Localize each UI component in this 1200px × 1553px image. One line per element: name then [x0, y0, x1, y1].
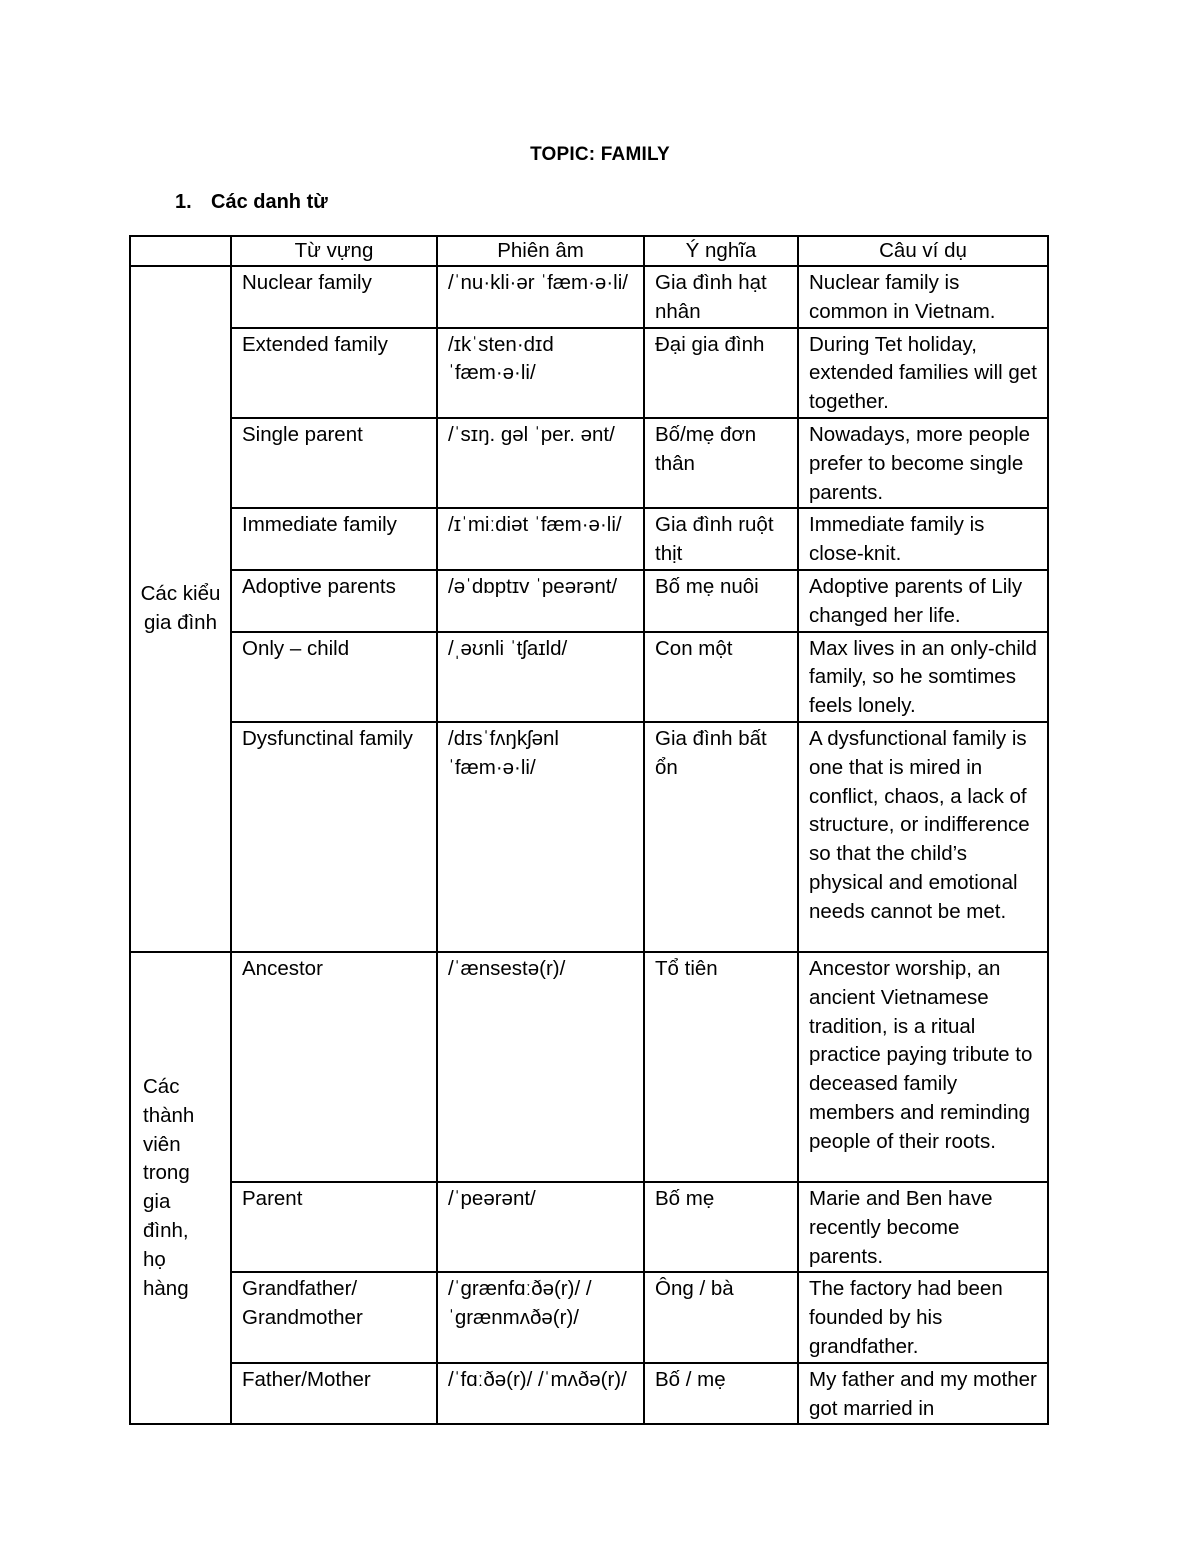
- cell-phonetic: /ˌəʊnli ˈtʃaɪld/: [437, 632, 644, 722]
- group-label-text: Các thành viên trong gia đình, họ hàng: [143, 1074, 195, 1300]
- cell-example: During Tet holiday, extended families will get together.: [798, 328, 1048, 418]
- cell-phonetic: /ˈænsestə(r)/: [437, 952, 644, 1182]
- cell-word: Ancestor: [231, 952, 437, 1182]
- cell-meaning: Bố mẹ nuôi: [644, 570, 798, 632]
- table-row: [130, 266, 1048, 328]
- cell-word: Extended family: [231, 328, 437, 418]
- cell-meaning: Bố / mẹ: [644, 1363, 798, 1425]
- header-group-cell: [130, 236, 231, 266]
- table-row: [130, 328, 1048, 418]
- cell-example: My father and my mother got married in: [798, 1363, 1048, 1425]
- table-row: [130, 722, 1048, 952]
- section-heading: [175, 191, 328, 214]
- cell-example: Adoptive parents of Lily changed her life.: [798, 570, 1048, 632]
- table-row: [130, 418, 1048, 508]
- cell-meaning: Đại gia đình: [644, 328, 798, 418]
- cell-meaning: Gia đình hạt nhân: [644, 266, 798, 328]
- table-row: [130, 1363, 1048, 1425]
- cell-word: Immediate family: [231, 508, 437, 570]
- cell-meaning: Gia đình ruột thịt: [644, 508, 798, 570]
- cell-phonetic: /əˈdɒptɪv ˈpeərənt/: [437, 570, 644, 632]
- cell-word: Parent: [231, 1182, 437, 1272]
- cell-meaning: Tổ tiên: [644, 952, 798, 1182]
- page-title: TOPIC: FAMILY: [530, 144, 670, 165]
- cell-word: Dysfunctinal family: [231, 722, 437, 952]
- group-label-family-members: [130, 952, 231, 1424]
- cell-word: Adoptive parents: [231, 570, 437, 632]
- table-row: [130, 952, 1048, 1182]
- cell-example: Immediate family is close-knit.: [798, 508, 1048, 570]
- cell-phonetic: /ˈfɑːðə(r)/ /ˈmʌðə(r)/: [437, 1363, 644, 1425]
- cell-example: Marie and Ben have recently become parents.: [798, 1182, 1048, 1272]
- cell-meaning: Gia đình bất ổn: [644, 722, 798, 952]
- cell-word: Nuclear family: [231, 266, 437, 328]
- header-phonetic: Phiên âm: [437, 236, 644, 266]
- cell-word: Single parent: [231, 418, 437, 508]
- header-example: Câu ví dụ: [798, 236, 1048, 266]
- cell-phonetic: /ɪˈmiːdiət ˈfæm·ə·li/: [437, 508, 644, 570]
- table-row: [130, 1272, 1048, 1362]
- cell-example: The factory had been founded by his grandfather.: [798, 1272, 1048, 1362]
- section-number: 1.: [175, 191, 192, 213]
- vocabulary-table: [129, 235, 1049, 1425]
- table-row: [130, 1182, 1048, 1272]
- cell-word: Grandfather/ Grandmother: [231, 1272, 437, 1362]
- group-label-family-types: Các kiểu gia đình: [130, 266, 231, 952]
- cell-phonetic: /ˈpeərənt/: [437, 1182, 644, 1272]
- cell-meaning: Bố mẹ: [644, 1182, 798, 1272]
- cell-meaning: Bố/mẹ đơn thân: [644, 418, 798, 508]
- table-row: [130, 508, 1048, 570]
- table-row: [130, 570, 1048, 632]
- cell-example: A dysfunctional family is one that is mired in conflict, chaos, a lack of structure, or indifference so that the child’s physical and emotional needs cannot be met.: [798, 722, 1048, 952]
- cell-word: Only – child: [231, 632, 437, 722]
- header-word: Từ vựng: [231, 236, 437, 266]
- cell-phonetic: /dɪsˈfʌŋkʃənl ˈfæm·ə·li/: [437, 722, 644, 952]
- cell-phonetic: /ˈɡrænfɑːðə(r)/ /ˈɡrænmʌðə(r)/: [437, 1272, 644, 1362]
- header-meaning: Ý nghĩa: [644, 236, 798, 266]
- cell-example: Max lives in an only-child family, so he somtimes feels lonely.: [798, 632, 1048, 722]
- cell-word: Father/Mother: [231, 1363, 437, 1425]
- cell-phonetic: /ˈsɪŋ. ɡəl ˈper. ənt/: [437, 418, 644, 508]
- table-row: [130, 632, 1048, 722]
- cell-example: Nuclear family is common in Vietnam.: [798, 266, 1048, 328]
- cell-example: Ancestor worship, an ancient Vietnamese tradition, is a ritual practice paying tribute to deceased family members and reminding people of their roots.: [798, 952, 1048, 1182]
- table-header-row: [130, 236, 1048, 266]
- cell-phonetic: /ˈnu·kli·ər ˈfæm·ə·li/: [437, 266, 644, 328]
- cell-meaning: Ông / bà: [644, 1272, 798, 1362]
- section-title: Các danh từ: [211, 191, 328, 213]
- cell-meaning: Con một: [644, 632, 798, 722]
- cell-example: Nowadays, more people prefer to become single parents.: [798, 418, 1048, 508]
- cell-phonetic: /ɪkˈsten·dɪd ˈfæm·ə·li/: [437, 328, 644, 418]
